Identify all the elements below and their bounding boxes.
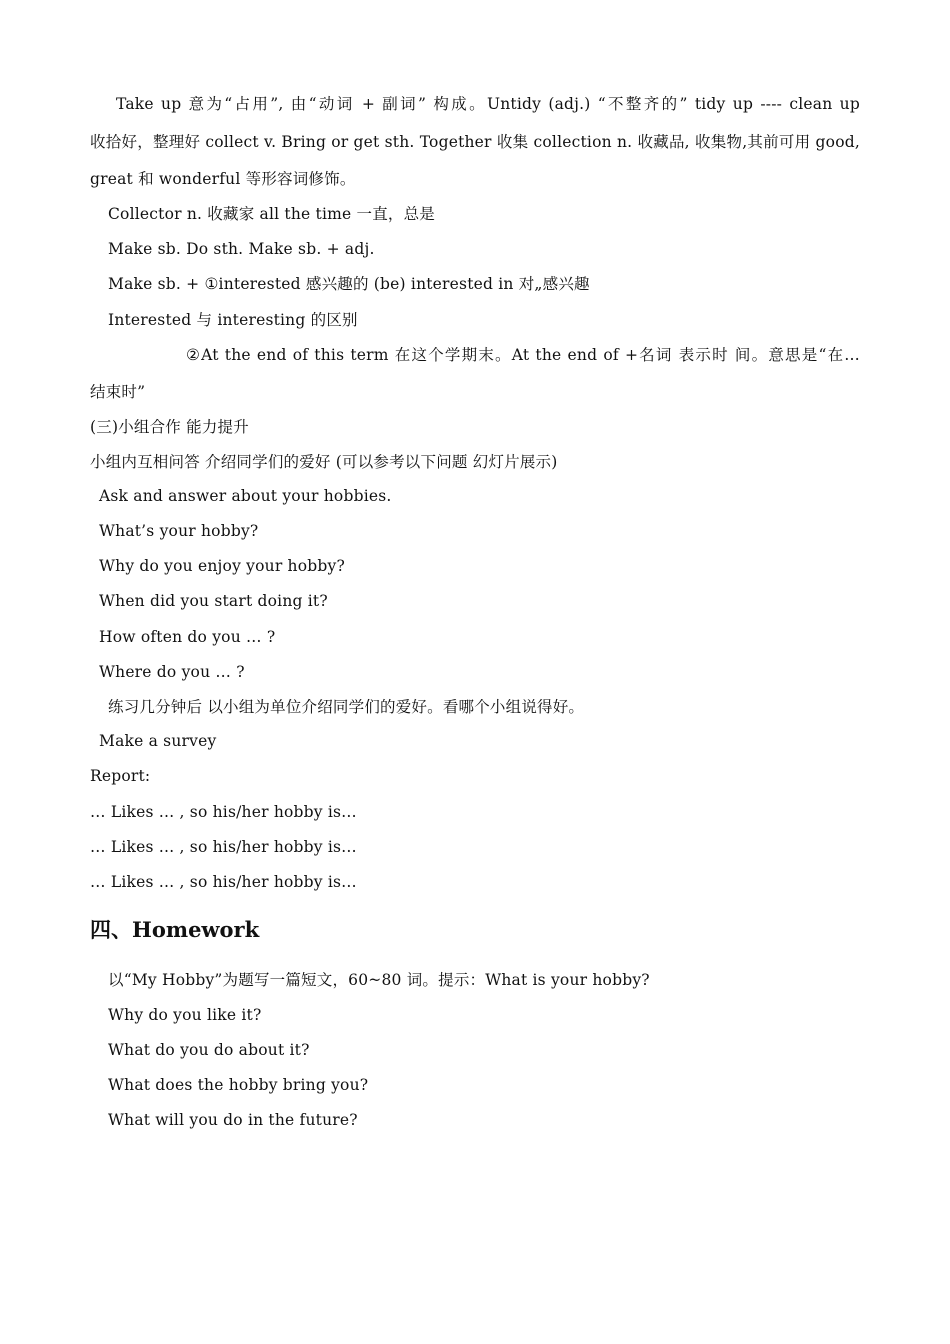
make-a-survey: Make a survey: [99, 732, 217, 750]
homework-heading: 四、Homework: [90, 917, 260, 942]
paragraph-take-up-line-3: great 和 wonderful 等形容词修饰。: [90, 170, 356, 188]
report-line: … Likes … , so his/her hobby is…: [90, 838, 357, 856]
question-item: Where do you … ?: [99, 663, 245, 681]
vocab-make-sb-interested: Make sb. + ①interested 感兴趣的 (be) interested in 对„感兴趣: [108, 275, 590, 293]
vocab-at-the-end-of-line-1: ②At the end of this term 在这个学期末。At the end of +名词 表示时 间。意思是“在…: [186, 346, 860, 364]
report-line: … Likes … , so his/her hobby is…: [90, 873, 357, 891]
section-title-group-work: (三)小组合作 能力提升: [90, 418, 249, 436]
question-item: When did you start doing it?: [99, 592, 328, 610]
homework-question: What will you do in the future?: [108, 1111, 358, 1129]
homework-question: What does the hobby bring you?: [108, 1076, 369, 1094]
paragraph-take-up-line-2: 收拾好，整理好 collect v. Bring or get sth. Together 收集 collection n. 收藏品, 收集物,其前可用 good,: [90, 133, 860, 151]
report-label: Report:: [90, 767, 151, 785]
question-item: Why do you enjoy your hobby?: [99, 557, 345, 575]
report-line: … Likes … , so his/her hobby is…: [90, 803, 357, 821]
homework-question: Why do you like it?: [108, 1006, 262, 1024]
practice-instruction: 练习几分钟后 以小组为单位介绍同学们的爱好。看哪个小组说得好。: [108, 698, 585, 716]
vocab-collector: Collector n. 收藏家 all the time 一直，总是: [108, 205, 435, 223]
group-work-intro: 小组内互相问答 介绍同学们的爱好 (可以参考以下问题 幻灯片展示): [90, 453, 558, 471]
homework-question: What do you do about it?: [108, 1041, 310, 1059]
homework-prompt: 以“My Hobby”为题写一篇短文，60~80 词。提示：What is your hobby?: [108, 971, 650, 989]
vocab-interested-vs-interesting: Interested 与 interesting 的区别: [108, 311, 358, 329]
paragraph-take-up-line-1: Take up 意为“占用”, 由“动词 + 副词” 构成。Untidy (adj.) “不整齐的” tidy up ---- clean up: [116, 95, 860, 113]
vocab-at-the-end-of-line-2: 结束时”: [90, 383, 146, 401]
question-item: What’s your hobby?: [99, 522, 259, 540]
question-item: How often do you … ?: [99, 628, 276, 646]
ask-and-answer-line: Ask and answer about your hobbies.: [99, 487, 392, 505]
vocab-make-sb-do-sth: Make sb. Do sth. Make sb. + adj.: [108, 240, 375, 258]
